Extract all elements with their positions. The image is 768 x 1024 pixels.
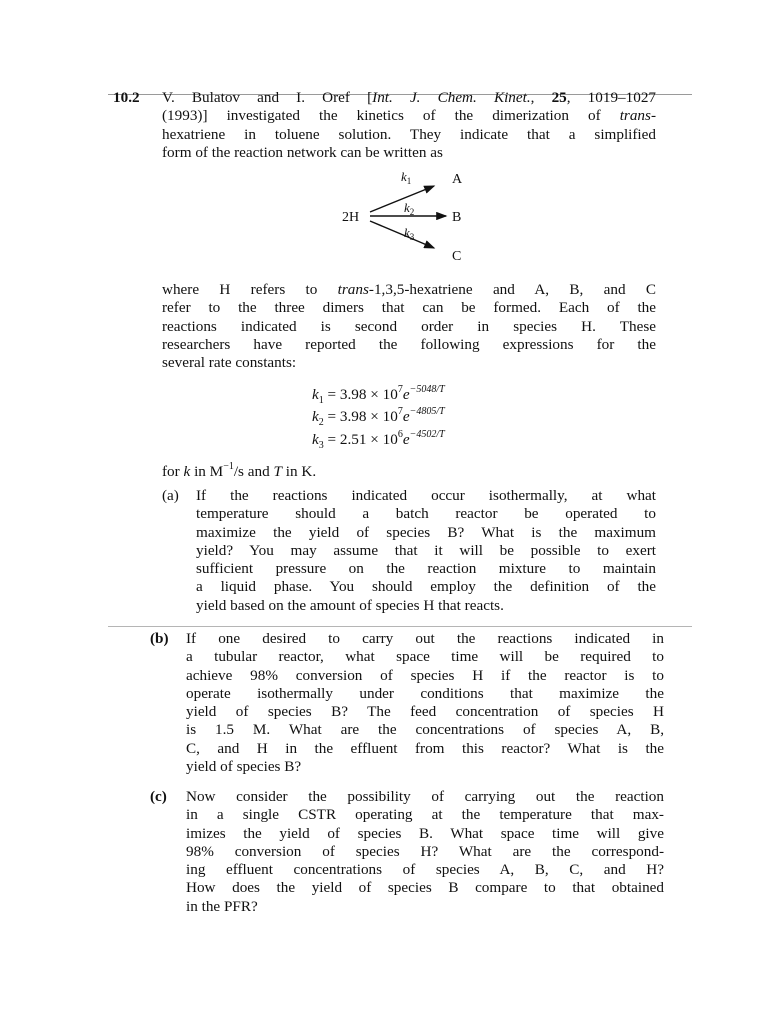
k1-label: $k_1$ — [401, 169, 412, 186]
arrow-to-a — [370, 186, 434, 212]
where-line-4: researchers have reported the following expressions for the — [162, 335, 656, 353]
product-a: A — [452, 172, 463, 187]
k3-label: $k_3$ — [404, 225, 415, 242]
intro-line-4: form of the reaction network can be written as — [162, 143, 443, 161]
rate-constant-k3: $k_3 = 2.51 \times 10^6e^{-4502/T}$ — [312, 429, 445, 451]
reaction-scheme — [340, 166, 480, 276]
where-line-2: refer to the three dimers that can be formed. Each of the — [162, 299, 656, 317]
page-break-rule — [108, 626, 692, 627]
intro-line-2: (1993)] investigated the kinetics of the dimerization of trans- — [162, 107, 656, 125]
where-line-1: where H refers to trans-1,3,5-hexatriene and A, B, and C — [162, 281, 656, 298]
part-a-label: (a) — [162, 487, 179, 504]
intro-line-1: V. Bulatov and I. Oref [Int. J. Chem. Kinet., 25, 1019–1027 — [162, 89, 657, 106]
intro-line-3: hexatriene in toluene solution. They indicate that a simplified — [162, 125, 656, 143]
problem-intro — [162, 89, 656, 162]
product-c: C — [452, 249, 462, 264]
problem-number: 10.2 — [113, 89, 140, 106]
arrow-to-c — [370, 221, 434, 248]
part-c-label: (c) — [150, 788, 167, 805]
journal-volume: 25 — [551, 89, 567, 106]
units-note: for k in $M^{-1}/s$ and T in K. — [162, 461, 317, 480]
part-b-label: (b) — [150, 630, 169, 647]
product-b: B — [452, 210, 462, 225]
k2-label: $k_2$ — [404, 200, 415, 217]
journal-name: Int. J. Chem. Kinet. — [372, 89, 531, 106]
part-b-text: If one desired to carry out the reactions indicated in a tubular reactor, what space time will be required to achieve 98% conversion of species H if the reactor is to operate isothermally under conditions that maximize the yield of species B? The feed concentration of species H is 1.5 M. What are the concentrations of species A, B, C, and H in the effluent from this reactor? What is the yield of species B? — [186, 630, 664, 776]
part-c-text: Now consider the possibility of carrying out the reaction in a single CSTR operating at the temperature that max- imizes the yield of species B. What space time will give 98% conversion of species H? What are the correspond- ing effluent concentrations of species A, B, C, and H? How does the yield of species B compare to that obtained in the PFR? — [186, 788, 664, 915]
where-line-3: reactions indicated is second order in species H. These — [162, 317, 656, 335]
where-line-5: several rate constants: — [162, 354, 297, 372]
species-description — [162, 281, 656, 372]
rate-constant-k2: $k_2 = 3.98 \times 10^7e^{-4805/T}$ — [312, 406, 445, 428]
part-a-text: If the reactions indicated occur isothermally, at what temperature should a batch reactor be operated to maximize the yield of species B? What is the maximum yield? You may assume that it will be possible to exert sufficient pressure on the reaction mixture to maintain a liquid phase. You should employ the definition of the yield based on the amount of species H that reacts. — [196, 487, 656, 614]
reactant-label: 2H — [342, 210, 360, 225]
rate-constant-k1: $k_1 = 3.98 \times 10^7e^{-5048/T}$ — [312, 384, 445, 406]
